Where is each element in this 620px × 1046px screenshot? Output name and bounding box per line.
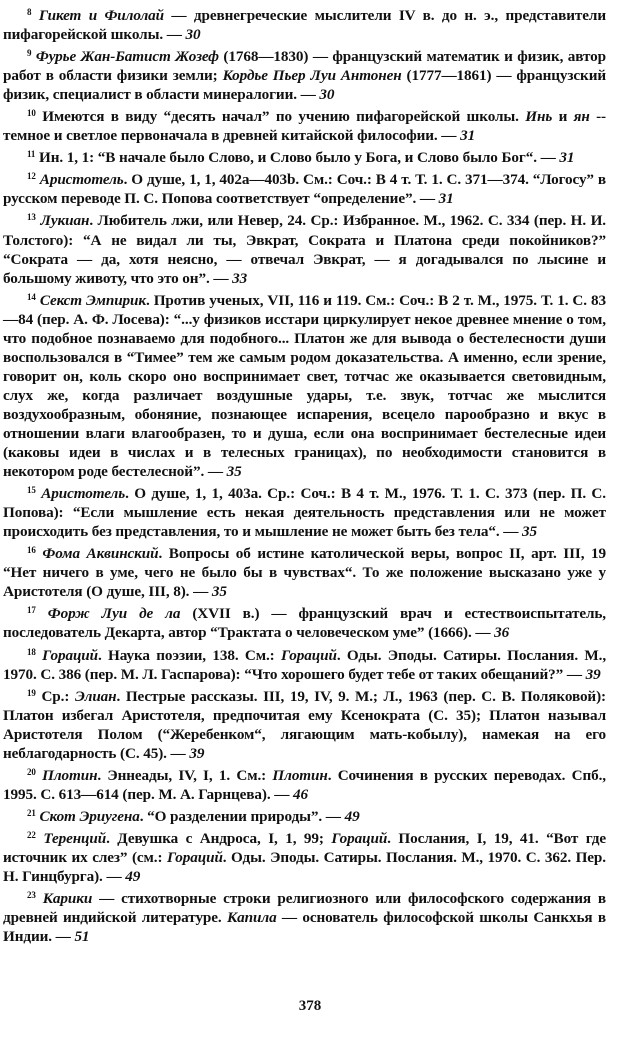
endnote-20: $^{20}$ Плотин. Эннеады, IV, I, 1. См.: Плотин. Сочинения в русских переводах. Спб., 1995. С. 613—614 (пер. М. А. Гарнцева). — 46 xyxy=(3,766,606,803)
endnote-number: 10 xyxy=(27,108,36,119)
endnote-18: $^{18}$ Гораций. Наука поэзии, 138. См.: Гораций. Оды. Эподы. Сатиры. Послания. М., 1970. С. 386 (пер. М. Л. Гаспарова): “Что хорошего будет тебе от таких обещаний?” — 39 xyxy=(3,646,607,683)
endnote-11: $^{11}$ Ин. 1, 1: “В начале было Слово, и Слово было у Бога, и Слово было Бог“. — 31 xyxy=(27,149,575,167)
endnote-8: $^8$ Гикет и Филолай — древнегреческие мыслители IV в. до н. э., представители пифагорейской школы. — 30 xyxy=(3,7,606,44)
endnote-number: 16 xyxy=(27,545,36,556)
endnote-number: 15 xyxy=(27,485,36,496)
endnote-10: $^{10}$ Имеются в виду “десять начал” по учению пифагорейской школы. Инь и ян -- темное и светлое первоначала в древней китайской философии. — 31 xyxy=(3,108,606,145)
page-number: 378 xyxy=(298,998,322,1014)
endnote-number: 12 xyxy=(27,171,36,182)
endnote-12: $^{12}$ Аристотель. О душе, 1, 1, 402а—403b. См.: Соч.: В 4 т. Т. 1. С. 371—374. “Логосу” в русском переводе П. С. Попова соответствует “определение”. — 31 xyxy=(3,171,607,208)
endnote-16: $^{16}$ Фома Аквинский. Вопросы об истине католической веры, вопрос II, арт. III, 19 “Нет ничего в уме, чего не было бы в чувствах“. То же положение высказано уже у Аристотеля (О душе, III, 8). — 35 xyxy=(3,545,606,601)
endnote-number: 21 xyxy=(27,807,36,818)
endnote-number: 14 xyxy=(27,291,36,302)
endnote-number: 17 xyxy=(27,605,36,616)
endnote-23: $^{23}$ Карики — стихотворные строки религиозного или философского содержания в древней индийской литературе. Капила — основатель философской школы Санкхья в Индии. — 51 xyxy=(3,890,606,946)
endnote-number: 22 xyxy=(27,829,36,840)
endnote-number: 8 xyxy=(27,7,32,17)
endnote-number: 11 xyxy=(27,149,36,160)
endnote-15: $^{15}$ Аристотель. О душе, 1, 1, 403а. Ср.: Соч.: В 4 т. М., 1976. Т. 1. С. 373 (пер. П. С. Попова): “Если мышление есть некая деятельность представления или не может происходить без представления, то и мышление не может быть без тела“. — 35 xyxy=(3,485,606,541)
endnote-14: $^{14}$ Секст Эмпирик. Против ученых, VII, 116 и 119. См.: Соч.: В 2 т. М., 1975. Т. 1. С. 83—84 (пер. А. Ф. Лосева): “...у физиков исстари циркулирует некое древнее мнение о том, что подобное познаваемо для подобного... Платон же для вывода о бестелесности души воспользовался в “Тимее” тем же самым родом доказательства. А именно, если зрение, говорит он, коль скоро оно воспринимает свет, тотчас же оказывается световидным, слух же, когда различает воздушные удары, т.е. звук, тотчас же мыслится воздухообразным, обоняние, познающее испарения, всецело парообразно и вкус в отношении влаги влагообразен, то и душа, если она воспринимает бестелесные идеи (каковы идеи в числах и в телесных границах), по необходимости становится в некотором роде бестелесной”. — 35 xyxy=(3,291,606,481)
endnote-9: $^9$ Фурье Жан-Батист Жозеф (1768—1830) — французский математик и физик, автор работ в области физики земли; Кордье Пьер Луи Антонен (1777—1861) — французский физик, специалист в области минералогии. — 30 xyxy=(3,48,607,104)
endnote-number: 9 xyxy=(27,48,32,59)
endnote-number: 20 xyxy=(27,766,36,777)
endnote-21: $^{21}$ Скот Эриугена. “О разделении природы”. — 49 xyxy=(27,807,360,825)
endnote-13: $^{13}$ Лукиан. Любитель лжи, или Невер, 24. Ср.: Избранное. М., 1962. С. 334 (пер. Н. И. Толстого): “А не видал ли ты, Эвкрат, Сократа и Платона среди покойников?” “Сократа — да, хотя неясно, — отвечал Эвкрат, — я догадывался по лысине и большому животу, что это он”. — 33 xyxy=(3,212,606,287)
endnote-number: 18 xyxy=(27,646,36,657)
endnotes-list xyxy=(3,3,606,946)
endnote-22: $^{22}$ Теренций. Девушка с Андроса, I, 1, 99; Гораций. Послания, I, 19, 41. “Вот где источник их слез” (см.: Гораций. Оды. Эподы. Сатиры. Послания. М., 1970. С. 362. Пер. Н. Гинцбурга). — 49 xyxy=(3,829,606,886)
endnote-17: $^{17}$ Форж Луи де ла (XVII в.) — французский врач и естествоиспытатель, последователь Декарта, автор “Трактата о человеческом уме” (1666). — 36 xyxy=(3,605,607,642)
endnote-number: 23 xyxy=(27,890,36,901)
endnote-number: 13 xyxy=(27,212,36,223)
endnote-19: $^{19}$ Ср.: Элиан. Пестрые рассказы. III, 19, IV, 9. М.; Л., 1963 (пер. С. В. Поляковой): Платон избегал Аристотеля, предпочитая ему Ксенократа (С. 35); Платон называл Аристотеля Полом (“Жеребенком“, лягающим мать-кобылу), намекая на его неблагодарность (С. 45). — 39 xyxy=(3,687,607,762)
endnote-number: 19 xyxy=(27,687,36,698)
